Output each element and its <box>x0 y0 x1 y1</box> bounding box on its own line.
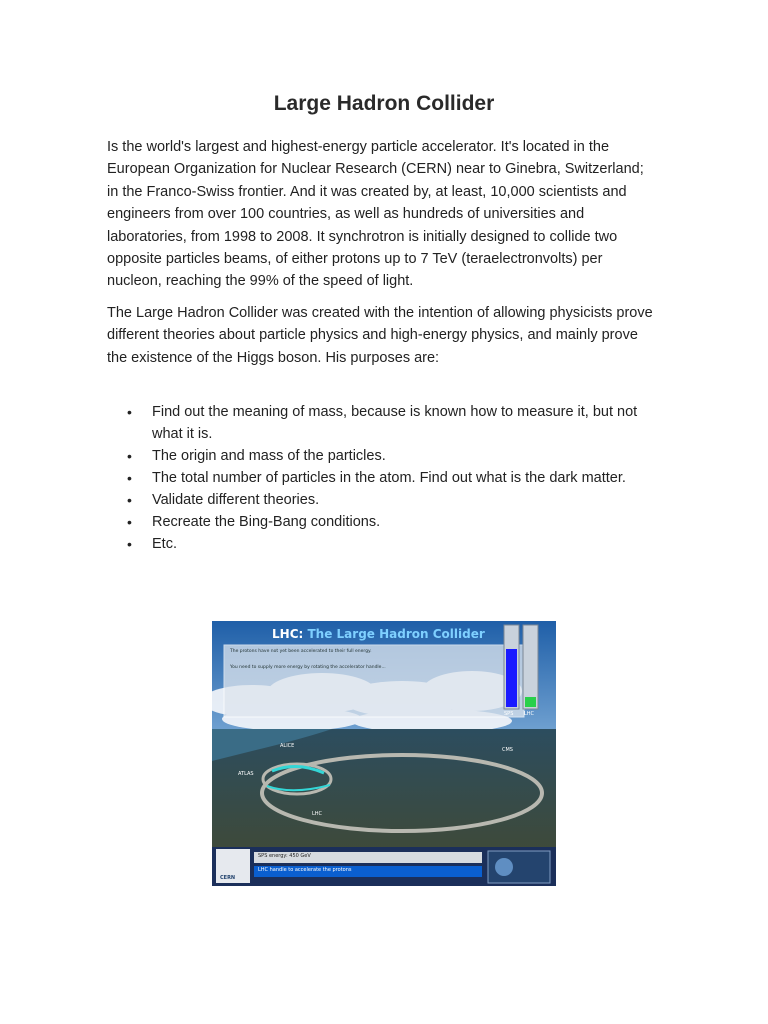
paragraph-intro: Is the world's largest and highest-energy particle accelerator. It's located in the European Organization for Nuclear Research (CERN) near to Ginebra, Switzerland; in the Franco-Swiss frontier. And it was created by, at least, 10,000 scientists and engineers from over 100 countries, as well as hundreds of universities and laboratories, from 1998 to 2008. It synchrotron is initially designed to collide two opposite particles beams, of either protons up to 7 TeV (teraelectronvolts) per nucleon, reaching the 99% of the speed of light. <box>107 139 644 290</box>
purpose-list <box>107 401 659 555</box>
cern-logo-text: CERN <box>220 875 236 881</box>
atlas-label: ATLAS <box>238 771 254 777</box>
bullet-icon: • <box>127 492 132 508</box>
bullet-icon: • <box>127 536 132 552</box>
list-item: • The total number of particles in the atom. Find out what is the dark matter. <box>107 467 659 489</box>
message-box <box>224 645 524 717</box>
list-item: • Validate different theories. <box>107 489 659 511</box>
list-item: • Recreate the Bing-Bang conditions. <box>107 511 659 533</box>
bullet-icon: • <box>127 470 132 486</box>
lhc-label: LHC <box>312 811 323 817</box>
alice-label: ALICE <box>280 743 295 749</box>
bullet-icon: • <box>127 514 132 530</box>
message-line-2: You need to supply more energy by rotating the accelerator handle... <box>230 665 386 670</box>
document-title: Large Hadron Collider <box>273 92 495 115</box>
sps-gauge-fill <box>506 649 517 707</box>
lhc-gauge <box>523 625 538 709</box>
status-text-1: SPS energy: 450 GeV <box>258 853 311 859</box>
message-line-1: The protons have not yet been accelerated to their full energy. <box>230 649 372 654</box>
sps-gauge-label: SPS <box>504 711 514 717</box>
lhc-gauge-label: LHC <box>524 711 535 717</box>
paragraph-purpose: The Large Hadron Collider was created with the intention of allowing physicists prove different theories about particle physics and high-energy physics, and mainly prove the existence of the Higgs boson. His purposes are: <box>107 305 653 366</box>
globe-icon <box>495 858 513 876</box>
figure-heading: LHC: The Large Hadron Collider <box>272 627 485 641</box>
lhc-illustration <box>212 621 556 886</box>
list-item: • Etc. <box>107 533 659 555</box>
lhc-gauge-fill <box>525 697 536 707</box>
lhc-figure <box>212 621 556 886</box>
list-item: • Find out the meaning of mass, because is known how to measure it, but not what it is. <box>107 401 659 445</box>
bullet-icon: • <box>127 448 132 464</box>
status-text-2: LHC handle to accelerate the protons <box>258 867 352 873</box>
bullet-icon: • <box>127 404 132 420</box>
cms-label: CMS <box>502 747 513 753</box>
list-item: • The origin and mass of the particles. <box>107 445 659 467</box>
